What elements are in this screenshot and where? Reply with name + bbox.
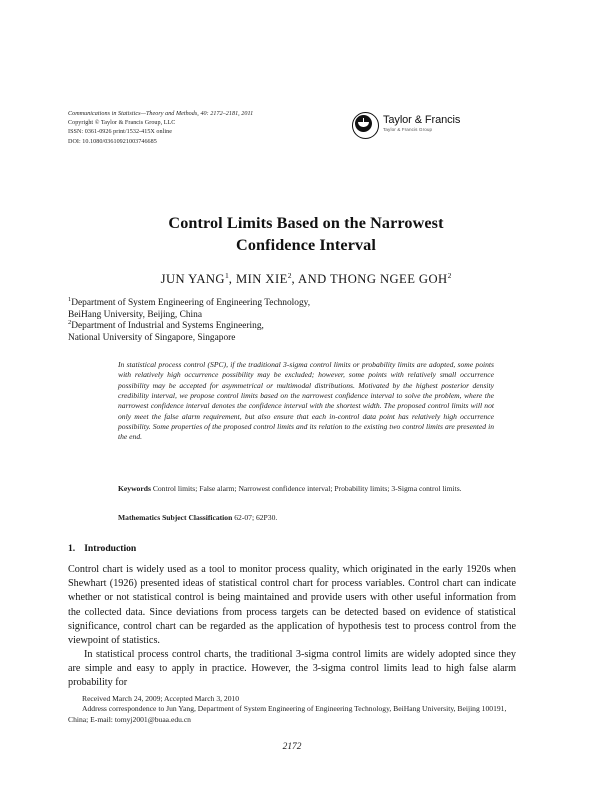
correspondence-note: Address correspondence to Jun Yang, Department of System Engineering of Engineering Technology, BeiHang University, Beijing 100191, China; E-mail: tomyj2001@buaa.edu.cn — [68, 704, 507, 724]
msc-block — [118, 513, 494, 523]
taylor-francis-emblem-icon — [352, 112, 379, 139]
section-heading-introduction — [68, 543, 518, 554]
author-2-affiliation-marker: 2 — [287, 270, 292, 280]
publisher-name: Taylor & Francis — [383, 114, 461, 126]
affiliation-2-line-1: Department of Industrial and Systems Engineering, — [71, 321, 264, 332]
author-3: , AND THONG NGEE GOH — [291, 272, 448, 286]
keywords-block — [118, 484, 494, 494]
title-line-2: Confidence Interval — [236, 235, 376, 254]
paragraph-1-text: Control chart is widely used as a tool to monitor process quality, which originated in the early 1920s when Shewhart (1926) presented ideas of statistical control chart for process variables. Control chart can indicate whether or not statistical control is being maintained and provide users with other useful information from the collected data. Since deviations from process targets can be detected based on evidence of statistical significance, control chart can be regarded as the application of hypothesis test to process control from the viewpoint of statistics. — [68, 564, 516, 647]
journal-masthead — [68, 110, 368, 147]
keywords-label: Keywords — [118, 484, 151, 493]
affiliation-2-line-2: National University of Singapore, Singapore — [68, 332, 236, 343]
issn-line: ISSN: 0361-0926 print/1532-415X online — [68, 129, 172, 136]
section-number: 1. — [68, 543, 76, 554]
abstract-text: In statistical process control (SPC), if the traditional 3-sigma control limits or probability limits are adopted, some points with relatively high occurrence possibility may be excluded; however, some points with relatively small occurrence possibility may be accepted for asymmetrical or multimodal distributions. Motivated by the highest posterior density credibility interval, we propose control limits based on the narrowest confidence interval to solve the problem, where the narrowest confidence interval denotes the confidence interval with the shortest width. The proposed control limits will not only meet the false alarm requirement, but also ensure that each in-control data point has relatively high occurrence possibility. Some properties of the proposed control limits and its relation to the existing two control limits are presented in the end. — [118, 360, 494, 442]
author-list — [68, 272, 544, 287]
publisher-tagline: Taylor & Francis Group — [383, 127, 433, 132]
section-title: Introduction — [84, 543, 137, 554]
body-paragraph-2 — [68, 648, 516, 691]
affiliation-2-marker: 2 — [68, 319, 72, 327]
doi-line: DOI: 10.1080/03610921003746685 — [68, 138, 157, 145]
affiliation-1-marker: 1 — [68, 295, 72, 303]
affiliation-1-line-2: BeiHang University, Beijing, China — [68, 309, 203, 320]
body-paragraph-1 — [68, 563, 516, 648]
msc-value: 62-07; 62P30. — [234, 513, 278, 522]
page-title — [68, 213, 544, 256]
footnote-block — [68, 694, 516, 725]
author-1: JUN YANG — [160, 272, 225, 286]
affiliation-1 — [68, 295, 544, 321]
affiliation-2 — [68, 321, 544, 344]
publisher-logo — [352, 108, 482, 150]
copyright-line: Copyright © Taylor & Francis Group, LLC — [68, 120, 176, 127]
received-accepted-dates: Received March 24, 2009; Accepted March 3, 2010 — [82, 694, 240, 703]
author-3-affiliation-marker: 2 — [447, 270, 452, 280]
journal-citation-line: Communications in Statistics—Theory and Methods, 40: 2172–2181, 2011 — [68, 111, 254, 117]
page-number: 2172 — [282, 742, 302, 752]
title-line-1: Control Limits Based on the Narrowest — [168, 214, 444, 232]
paragraph-2-text: In statistical process control charts, the traditional 3-sigma control limits are widely adopted since they are simple and easy to apply in practice. However, the 3-sigma control limits lead to high false alarm probability for — [68, 649, 516, 689]
author-1-affiliation-marker: 1 — [224, 270, 229, 280]
author-2: , MIN XIE — [228, 272, 288, 286]
publisher-logo-text — [383, 114, 482, 133]
affiliation-list — [68, 295, 544, 344]
msc-label: Mathematics Subject Classification — [118, 513, 233, 522]
keywords-value: Control limits; False alarm; Narrowest confidence interval; Probability limits; 3-Sigma control limits. — [152, 484, 462, 493]
affiliation-1-line-1: Department of System Engineering of Engineering Technology, — [71, 298, 311, 308]
